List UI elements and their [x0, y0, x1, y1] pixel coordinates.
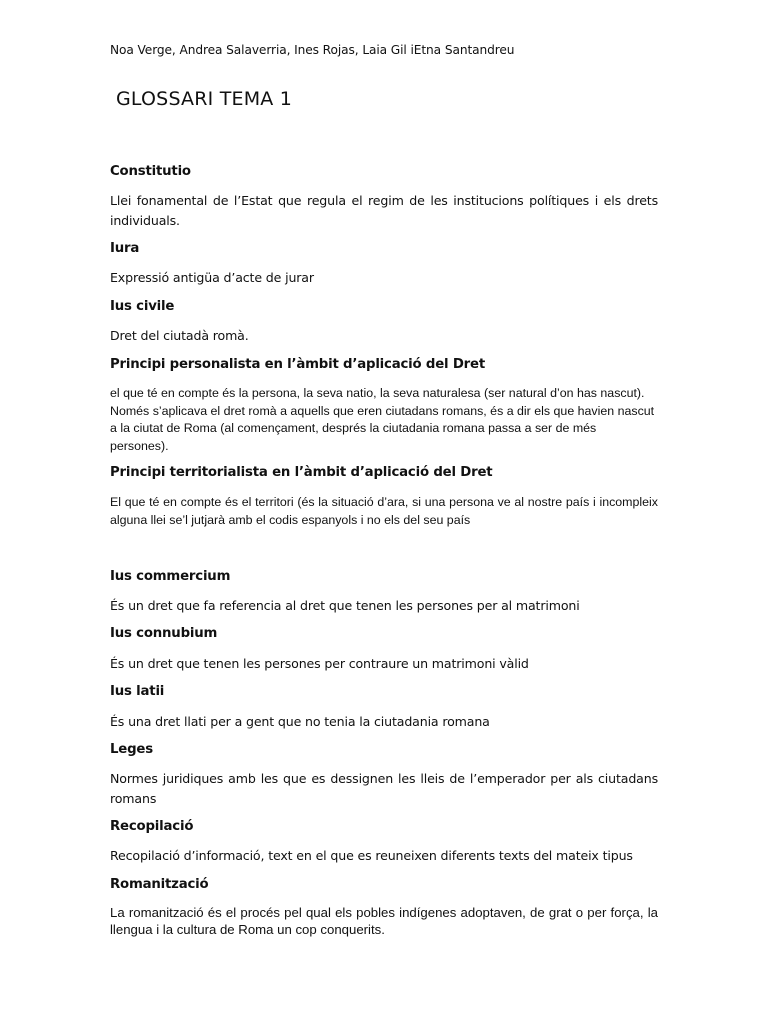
- glossary-definition-romanitzacio: La romanització és el procés pel qual els pobles indígenes adoptaven, de grat o per força, la llengua i la cultura de Roma un cop conquerits.: [110, 905, 658, 937]
- glossary-definition-leges: Normes juridiques amb les que es dessignen les lleis de l’emperador per als ciutadans romans: [110, 771, 658, 806]
- glossary-definition-principi-territorialista: El que té en compte és el territori (és la situació d’ara, si una persona ve al nostre país i incompleix alguna llei se’l jutjarà amb el codis espanyols i no els del seu país: [110, 495, 658, 527]
- document-title: GLOSSARI TEMA 1: [116, 88, 293, 110]
- glossary-term-constitutio: Constitutio: [110, 164, 191, 179]
- glossary-term-recopilacio: Recopilació: [110, 819, 194, 834]
- glossary-term-ius-civile: Ius civile: [110, 299, 175, 314]
- glossary-definition-recopilacio: Recopilació d’informació, text en el que es reuneixen diferents texts del mateix tipus: [110, 848, 633, 863]
- glossary-term-romanitzacio: Romanització: [110, 877, 209, 892]
- glossary-definition-ius-connubium: És un dret que tenen les persones per contraure un matrimoni vàlid: [110, 656, 529, 671]
- glossary-definition-ius-civile: Dret del ciutadà romà.: [110, 328, 249, 343]
- glossary-definition-ius-commercium: És un dret que fa referencia al dret que tenen les persones per al matrimoni: [110, 598, 580, 613]
- glossary-term-ius-connubium: Ius connubium: [110, 626, 218, 641]
- glossary-term-principi-personalista: Principi personalista en l’àmbit d’aplicació del Dret: [110, 357, 485, 372]
- glossary-term-ius-latii: Ius latii: [110, 684, 165, 699]
- glossary-definition-ius-latii: És una dret llati per a gent que no tenia la ciutadania romana: [110, 714, 490, 729]
- glossary-term-principi-territorialista: Principi territorialista en l’àmbit d’aplicació del Dret: [110, 465, 493, 480]
- glossary-definition-iura: Expressió antigüa d’acte de jurar: [110, 270, 314, 285]
- glossary-definition-principi-personalista: el que té en compte és la persona, la seva natio, la seva naturalesa (ser natural d’on has nascut). Només s’aplicava el dret romà a aquells que eren ciutadans romans, és a dir els que havien nascut a la ciutat de Roma (al començament, després la ciutadania romana passa a ser de més persones).: [110, 386, 655, 453]
- authors-line: Noa Verge, Andrea Salaverria, Ines Rojas, Laia Gil iEtna Santandreu: [110, 43, 515, 57]
- glossary-term-leges: Leges: [110, 742, 153, 757]
- glossary-term-ius-commercium: Ius commercium: [110, 569, 231, 584]
- glossary-term-iura: Iura: [110, 241, 140, 256]
- glossary-definition-constitutio: Llei fonamental de l’Estat que regula el regim de les institucions polítiques i els drets individuals.: [110, 193, 658, 228]
